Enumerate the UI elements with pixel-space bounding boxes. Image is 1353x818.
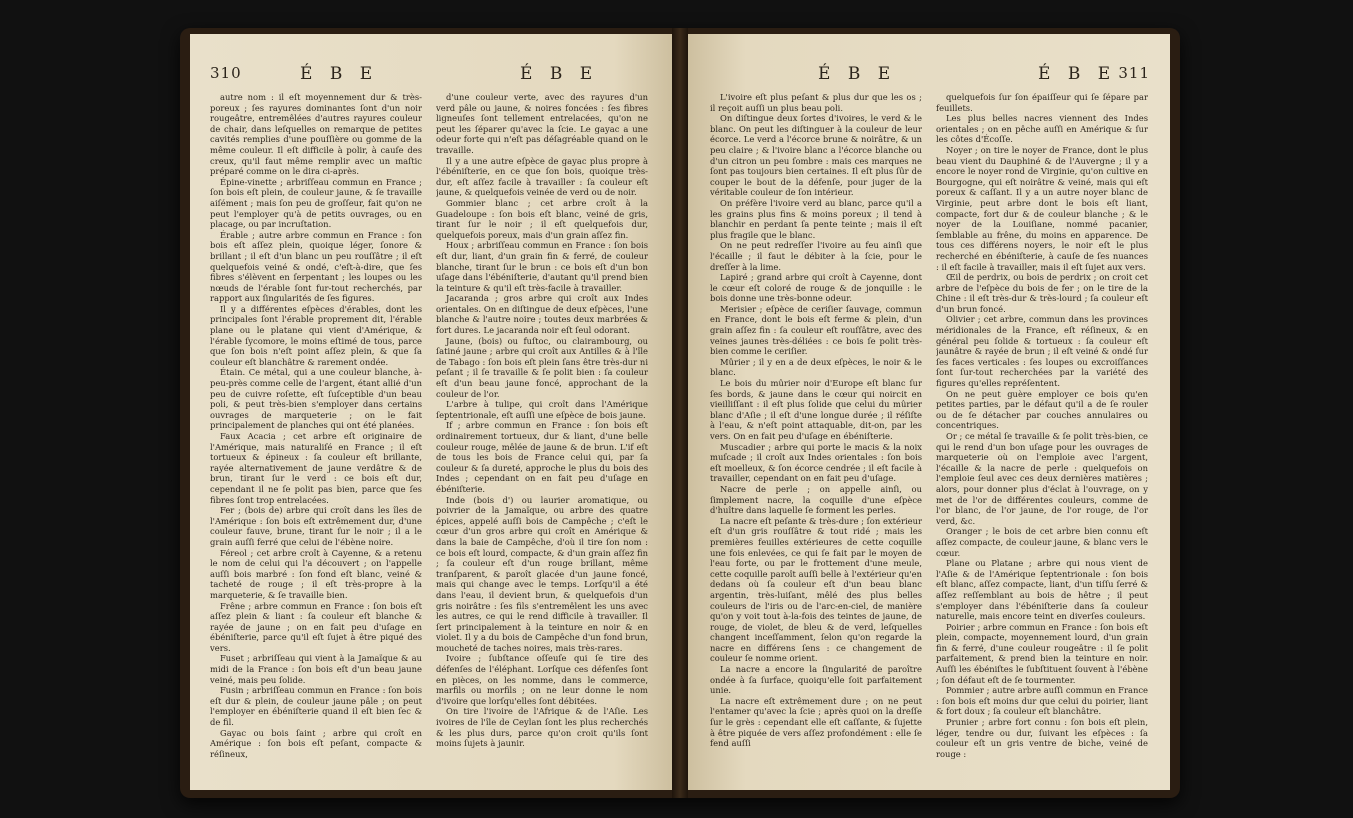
paragraph: L'ivoire eſt plus peſant & plus dur que les os ; il reçoit auſſi un plus beau poli.	[710, 92, 922, 113]
page-number: 311	[1118, 64, 1150, 82]
paragraph: On ne peut redreſſer l'ivoire au feu ainſi que l'écaille ; il faut le débiter à la ſcie, pour le dreſſer à la lime.	[710, 240, 922, 272]
paragraph: Nacre de perle ; on appelle ainſi, ou ſimplement nacre, la coquille d'une eſpèce d'huître dans laquelle ſe forment les perles.	[710, 483, 922, 516]
paragraph: Gommier blanc ; cet arbre croît à la Guadeloupe : ſon bois eſt blanc, veiné de gris, tirant ſur le noir ; il eſt quelquefois dur, quelquefois poreux, mais d'un grain aſſez fin.	[436, 197, 648, 240]
text-column	[436, 92, 648, 782]
paragraph: Gayac ou bois ſaint ; arbre qui croît en Amérique : ſon bois eſt peſant, compacte & réſineux,	[210, 727, 422, 759]
running-head: É B E	[818, 64, 897, 84]
paragraph: Épine-vinette ; arbriſſeau commun en France ; ſon bois eſt plein, de couleur jaune, & ſe travaille aiſément ; mais ſon peu de groſſeur, fait qu'on ne peut l'employer qu'à de petits ouvrages, ou en placage, ou par incruſtation.	[210, 176, 422, 230]
running-head: É B E	[1038, 64, 1117, 84]
paragraph: Le bois du mûrier noir d'Europe eſt blanc ſur ſes bords, & jaune dans le cœur qui noircit en vieilliſſant : il eſt plus ſolide que celui du mûrier blanc d'Aſie ; il eſt d'une longue durée ; il réſiſte à l'eau, & n'eſt point attaquable, dit-on, par les vers. On en fait peu d'uſage en ébéniſterie.	[710, 378, 922, 441]
paragraph: Jacaranda ; gros arbre qui croît aux Indes orientales. On en diſtingue de deux eſpèces, l'une blanche & l'autre noire ; toutes deux marbrées & fort dures. Le jacaranda noir eſt ſeul odorant.	[436, 293, 648, 336]
paragraph: Érable ; autre arbre commun en France : ſon bois eſt aſſez plein, quoique léger, ſonore & brillant ; il eſt d'un blanc un peu rouſſâtre ; il eſt quelquefois veiné & ondé, c'eſt-à-dire, que ſes fibres s'élèvent en ſerpentant ; les loupes ou les nœuds de l'érable ſont fur-tout recherchés, par rapport aux ſingularités de ſes figures.	[210, 229, 422, 304]
paragraph: Jaune, (bois) ou fuſtoc, ou clairambourg, ou ſatiné jaune ; arbre qui croît aux Antilles & à l'île de Tabago : ſon bois eſt plein ſans être très-dur ni peſant ; il ſe travaille & ſe polit bien : ſa couleur eſt d'un beau jaune foncé, approchant de la couleur de l'or.	[436, 335, 648, 399]
paragraph: quelquefois ſur ſon épaiſſeur qui ſe ſépare par feuillets.	[936, 92, 1148, 113]
paragraph: Lapiré ; grand arbre qui croît à Cayenne, dont le cœur eſt coloré de rouge & de jonquille : le bois donne une très-bonne odeur.	[710, 272, 922, 304]
paragraph: Prunier ; arbre fort connu : ſon bois eſt plein, léger, tendre ou dur, ſuivant les eſpèces : ſa couleur eſt un gris ventre de biche, veiné de rouge :	[936, 717, 1148, 759]
paragraph: Ivoire ; ſubſtance oſſeuſe qui ſe tire des défenſes de l'éléphant. Lorſque ces défenſes ſont en pièces, on les nomme, dans le commerce, marfils ou morfils ; on ne leur donne le nom d'ivoire que lorſqu'elles ſont débitées.	[436, 653, 648, 706]
paragraph: Muscadier ; arbre qui porte le macis & la noix muſcade ; il croît aux Indes orientales : ſon bois eſt moelleux, & ſon écorce cendrée ; il eſt facile à travailler, cependant on en fait peu d'uſage.	[710, 441, 922, 484]
paragraph: Inde (bois d') ou laurier aromatique, ou poivrier de la Jamaïque, ou arbre des quatre épices, appelé auſſi bois de Campêche ; c'eſt le cœur d'un gros arbre qui croît en Amérique & dans la baie de Campêche, d'où il tire ſon nom : ce bois eſt lourd, compacte, & d'un grain aſſez fin ; ſa couleur eſt d'un rouge brillant, même tranſparent, & paroît glacée d'un jaune foncé, mais qui change avec le temps. Lorſqu'il a été dans l'eau, il devient brun, & quelquefois d'un gris noirâtre : ſes fils s'entremêlent les uns avec les autres, ce qui le rend difficile à travailler. Il ſert principalement à la teinture en noir & en violet. Il y a du bois de Campêche d'un fond brun, moucheté de taches noires, mais très-rares.	[436, 494, 648, 653]
paragraph: On diſtingue deux ſortes d'ivoires, le verd & le blanc. On peut les diſtinguer à la couleur de leur écorce. Le verd a l'écorce brune & noirâtre, & un peu claire ; & l'ivoire blanc a l'écorce blanche ou d'un citron un peu ſombre : mais ces marques ne ſont pas toujours bien certaines. Il eſt plus ſûr de couper le bout de la défenſe, pour juger de la véritable couleur de ſon intérieur.	[710, 113, 922, 198]
paragraph: Il y a différentes eſpèces d'érables, dont les principales ſont l'érable proprement dit, l'érable plane ou le platane qui vient d'Amérique, & l'érable ſycomore, le moins eſtimé de tous, parce que ſon bois n'eſt point aſſez plein, & que ſa couleur eſt blanchâtre & rarement ondée.	[210, 303, 422, 367]
paragraph: L'arbre à tulipe, qui croît dans l'Amérique ſeptentrionale, eſt auſſi une eſpèce de bois jaune.	[436, 399, 648, 420]
right-page	[688, 34, 1170, 790]
page-number: 310	[210, 64, 242, 82]
paragraph: If ; arbre commun en France : ſon bois eſt ordinairement tortueux, dur & liant, d'une belle couleur rouge, mêlée de jaune & de brun. L'if eſt de tous les bois de France celui qui, par ſa couleur & ſa dureté, approche le plus du bois des Indes ; cependant on en fait peu d'uſage en ébéniſterie.	[436, 420, 648, 494]
paragraph: Étain. Ce métal, qui a une couleur blanche, à-peu-près comme celle de l'argent, étant allié d'un peu de cuivre roſette, eſt ſuſceptible d'un beau poli, & peut très-bien s'employer dans certains ouvrages de marqueterie ; on le fait principalement de planches qui ont été planées.	[210, 367, 422, 431]
text-column	[936, 92, 1148, 782]
paragraph: Noyer ; on tire le noyer de France, dont le plus beau vient du Dauphiné & de l'Auvergne ; il y a encore le noyer rond de Virginie, qu'on cultive en Bourgogne, qui eſt noirâtre & veiné, mais qui eſt poreux & caſſant. Il y a un autre noyer blanc de Virginie, peut arbre dont le bois eſt liant, compacte, fort dur & de couleur blanche ; & le noyer de la Louiſiane, nommé pacanier, ſemblable au frêne, du moins en apparence. De tous ces différens noyers, le noir eſt le plus recherché en ébéniſterie, à cauſe de ſes nuances : il eſt facile à travailler, mais il eſt ſujet aux vers.	[936, 144, 1148, 272]
text-column	[710, 92, 922, 782]
paragraph: Faux Acacia ; cet arbre eſt originaire de l'Amérique, mais naturaliſé en France ; il eſt tortueux & épineux : ſa couleur eſt brillante, rayée alternativement de jaune verdâtre & de brun, tirant ſur le verd : ce bois eſt dur, cependant il ne ſe polit pas bien, parce que ſes fibres ſont trop entrelacées.	[210, 431, 422, 505]
paragraph: On tire l'ivoire de l'Afrique & de l'Aſie. Les ivoires de l'île de Ceylan ſont les plus recherchés & les plus durs, parce qu'on croit qu'ils ſont moins ſujets à jaunir.	[436, 706, 648, 749]
paragraph: La nacre eſt extrêmement dure ; on ne peut l'entamer qu'avec la ſcie ; après quoi on la dreſſe ſur le grès : cependant elle eſt caſſante, & ſujette à être piquée de vers aſſez profondément : elle ſe fend auſſi	[710, 695, 922, 749]
paragraph: Pommier ; autre arbre auſſi commun en France : ſon bois eſt moins dur que celui du poirier, liant & fort doux ; ſa couleur eſt blanchâtre.	[936, 685, 1148, 717]
paragraph: d'une couleur verte, avec des rayures d'un verd pâle ou jaune, & noires foncées : ſes fibres ligneuſes ſont tellement entrelacées, qu'on ne peut les ſéparer qu'avec la ſcie. Le gayac a une odeur forte qui n'eſt pas déſagréable quand on le travaille.	[436, 92, 648, 155]
paragraph: Olivier ; cet arbre, commun dans les provinces méridionales de la France, eſt réſineux, & en général peu ſolide & tortueux : ſa couleur eſt jaunâtre & rayée de brun ; il eſt veiné & ondé ſur ſes faces verticales : ſes loupes ou excroiſſances ſont ſur-tout recherchées par la variété des figures qu'elles repréſentent.	[936, 314, 1148, 389]
paragraph: Mûrier ; il y en a de deux eſpèces, le noir & le blanc.	[710, 356, 922, 378]
text-column	[210, 92, 422, 782]
paragraph: Les plus belles nacres viennent des Indes orientales ; on en pêche auſſi en Amérique & ſur les côtes d'Écoſſe.	[936, 113, 1148, 145]
right-page-header	[708, 64, 1150, 88]
running-head: É B E	[520, 64, 599, 84]
paragraph: Frêne ; arbre commun en France : ſon bois eſt aſſez plein & liant : ſa couleur eſt blanche & rayée de jaune ; on en fait peu d'uſage en ébéniſterie, parce qu'il eſt ſujet à être piqué des vers.	[210, 600, 422, 653]
paragraph: Merisier ; eſpèce de ceriſier ſauvage, commun en France, dont le bois eſt ferme & plein, d'un grain aſſez fin : ſa couleur eſt rouſſâtre, avec des veines jaunes très-déliées : ce bois ſe polit très-bien comme le ceriſier.	[710, 303, 922, 357]
paragraph: On ne peut guère employer ce bois qu'en petites parties, par le défaut qu'il a de ſe rouler ou de ſe détacher par couches annulaires ou concentriques.	[936, 388, 1148, 431]
paragraph: Oranger ; le bois de cet arbre bien connu eſt aſſez compacte, de couleur jaune, & blanc vers le cœur.	[936, 526, 1148, 558]
paragraph: Poirier ; arbre commun en France : ſon bois eſt plein, compacte, moyennement lourd, d'un grain fin & ferré, d'une couleur rougeâtre : il ſe polit parfaitement, & prend bien la teinture en noir. Auſſi les ébéniſtes le ſubſtituent ſouvent à l'ébène ; ſon défaut eſt de ſe tourmenter.	[936, 621, 1148, 685]
paragraph: Fer ; (bois de) arbre qui croît dans les îles de l'Amérique : ſon bois eſt extrêmement dur, d'une couleur fauve, brune, tirant ſur le noir ; il a le grain auſſi ferré que celui de l'ébène noire.	[210, 505, 422, 547]
book-spine	[672, 28, 688, 798]
open-book	[180, 28, 1180, 798]
left-page	[190, 34, 672, 790]
paragraph: Œil de perdrix, ou bois de perdrix ; on croit cet arbre de l'eſpèce du bois de fer ; on le tire de la Chine : il eſt très-dur & très-lourd ; ſa couleur eſt d'un brun foncé.	[936, 272, 1148, 314]
paragraph: Fuset ; arbriſſeau qui vient à la Jamaïque & au midi de la France : ſon bois eſt d'un beau jaune veiné, mais peu ſolide.	[210, 653, 422, 685]
paragraph: La nacre eſt peſante & très-dure ; ſon extérieur eſt d'un gris rouſſâtre & tout ridé ; mais les premières feuilles extérieures de cette coquille une fois enlevées, ce qui ſe fait par le moyen de l'eau forte, ou par le frottement d'une meule, cette coquille paroît auſſi belle à l'extérieur qu'en dedans où ſa couleur eſt d'un beau blanc argentin, très-luiſant, mêlé des plus belles couleurs de l'iris ou de l'arc-en-ciel, de manière qu'on y voit tout à-la-fois des teintes de jaune, de rouge, de violet, de bleu & de verd, leſquelles changent inceſſamment, ſelon qu'on regarde la nacre en différens ſens : ce changement de couleur ſe nomme orient.	[710, 515, 922, 664]
paragraph: Fusin ; arbriſſeau commun en France : ſon bois eſt dur & plein, de couleur jaune pâle ; on peut l'employer en ébéniſterie quand il eſt bien ſec & de fil.	[210, 685, 422, 728]
left-page-header	[210, 64, 652, 88]
paragraph: Or ; ce métal ſe travaille & ſe polit très-bien, ce qui le rend d'un bon uſage pour les ouvrages de marqueterie où on l'emploie avec l'argent, l'écaille & la nacre de perle : quelquefois on l'emploie ſeul avec ces deux dernières matières ; alors, pour donner plus d'éclat à l'ouvrage, on y met de l'or de différentes couleurs, comme de l'or blanc, de l'or jaune, de l'or rouge, de l'or verd, &c.	[936, 431, 1148, 526]
paragraph: Féreol ; cet arbre croît à Cayenne, & a retenu le nom de celui qui l'a découvert ; on l'appelle auſſi bois marbré : ſon fond eſt blanc, veiné & tacheté de rouge ; il eſt très-propre à la marqueterie, & ſe travaille bien.	[210, 547, 422, 600]
paragraph: Plane ou Platane ; arbre qui nous vient de l'Aſie & de l'Amérique ſeptentrionale : ſon bois eſt blanc, aſſez compacte, liant, d'un tiſſu ſerré & aſſez reſſemblant au bois de hêtre ; il peut s'employer dans l'ébéniſterie dans ſa couleur naturelle, mais encore teint en diverſes couleurs.	[936, 558, 1148, 622]
paragraph: autre nom : il eſt moyennement dur & très-poreux ; ſes rayures dominantes ſont d'un noir rougeâtre, entremêlées d'autres rayures couleur de chair, dans leſquelles on remarque de petites cavités remplies d'une pouſſière ou gomme de la même couleur. Il eſt difficile à polir, à cauſe des creux, qu'il faut même remplir avec un maſtic préparé comme on le dira ci-après.	[210, 92, 422, 177]
running-head: É B E	[300, 64, 379, 84]
paragraph: On préfère l'ivoire verd au blanc, parce qu'il a les grains plus fins & moins poreux ; il tend à blanchir en perdant ſa pente teinte ; mais il eſt plus fragile que le blanc.	[710, 197, 922, 240]
paragraph: Il y a une autre eſpèce de gayac plus propre à l'ébéniſterie, en ce que ſon bois, quoique très-dur, eſt aſſez facile à travailler : ſa couleur eſt jaune, & quelquefois veinée de verd ou de noir.	[436, 155, 648, 198]
paragraph: La nacre a encore la ſingularité de paroître ondée à ſa ſurface, quoiqu'elle ſoit parfaitement unie.	[710, 664, 922, 696]
paragraph: Houx ; arbriſſeau commun en France : ſon bois eſt dur, liant, d'un grain fin & ferré, de couleur blanche, tirant ſur le brun : ce bois eſt d'un bon uſage dans l'ébéniſterie, d'autant qu'il prend bien la teinture & qu'il eſt très-facile à travailler.	[436, 240, 648, 293]
